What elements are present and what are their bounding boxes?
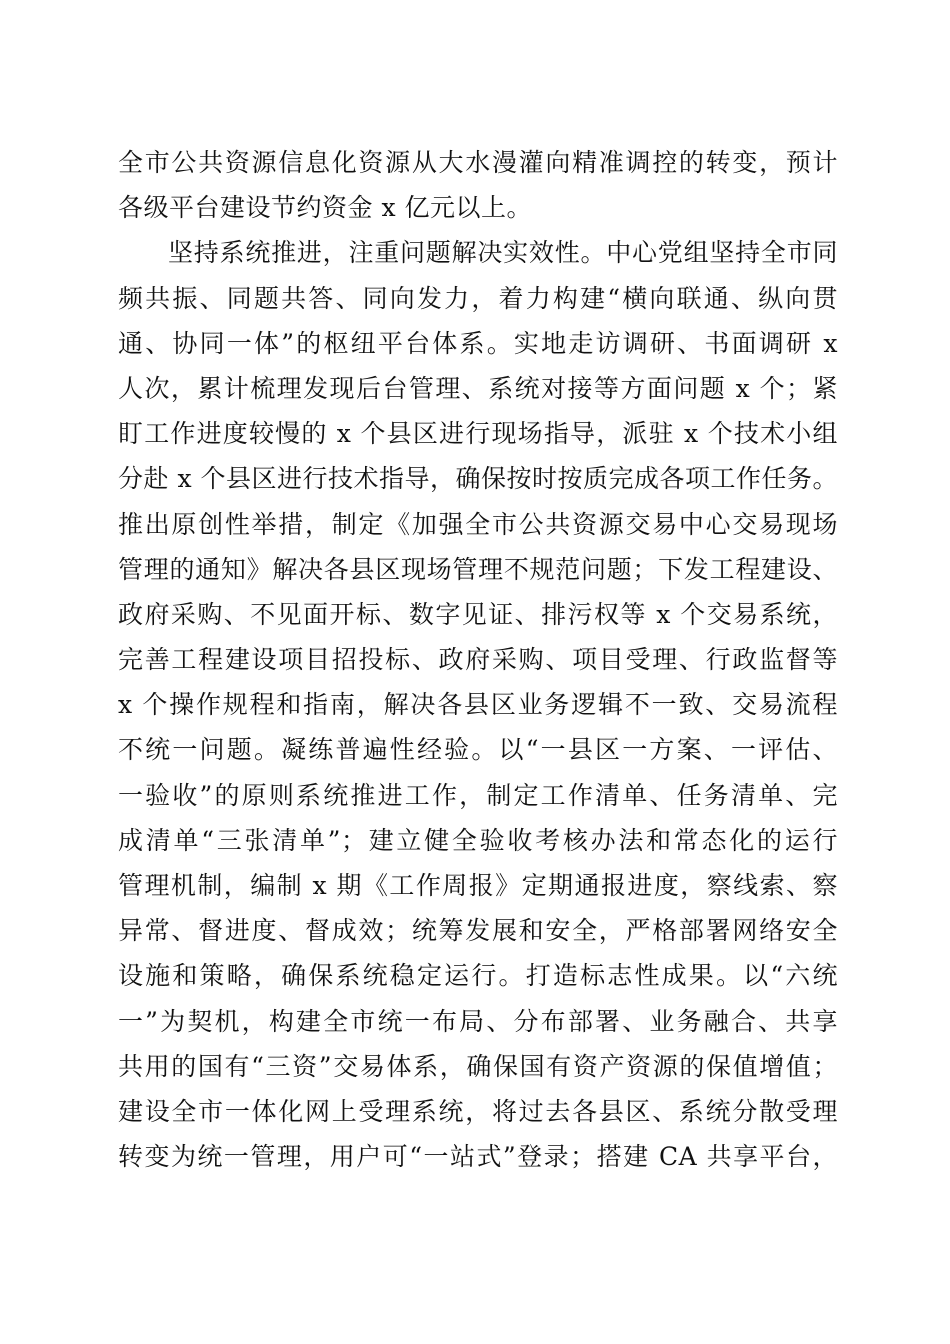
text-line: 管理的通知》解决各县区现场管理不规范问题；下发工程建设、 bbox=[118, 554, 838, 584]
text-line: 建设全市一体化网上受理系统，将过去各县区、系统分散受理 bbox=[118, 1096, 838, 1126]
text-line: 通、协同一体”的枢纽平台体系。实地走访调研、书面调研 x bbox=[118, 328, 838, 358]
text-line: 完善工程建设项目招投标、政府采购、项目受理、行政监督等 bbox=[118, 645, 838, 675]
text-line: 分赴 x 个县区进行技术指导，确保按时按质完成各项工作任务。 bbox=[118, 464, 838, 494]
text-line: 盯工作进度较慢的 x 个县区进行现场指导，派驻 x 个技术小组 bbox=[118, 419, 838, 449]
text-line: 各级平台建设节约资金 x 亿元以上。 bbox=[118, 193, 532, 223]
text-line: 不统一问题。凝练普遍性经验。以“一县区一方案、一评估、 bbox=[118, 735, 838, 765]
text-line: 一验收”的原则系统推进工作，制定工作清单、任务清单、完 bbox=[118, 780, 838, 810]
body-text bbox=[118, 140, 838, 1179]
paragraph-first-line: 坚持系统推进，注重问题解决实效性。中心党组坚持全市同 bbox=[168, 238, 838, 268]
text-line: x 个操作规程和指南，解决各县区业务逻辑不一致、交易流程 bbox=[118, 690, 838, 720]
text-line: 异常、督进度、督成效；统筹发展和安全，严格部署网络安全 bbox=[118, 916, 838, 946]
text-line: 共用的国有“三资”交易体系，确保国有资产资源的保值增值； bbox=[118, 1051, 838, 1081]
text-line: 全市公共资源信息化资源从大水漫灌向精准调控的转变，预计 bbox=[118, 148, 838, 177]
text-line: 推出原创性举措，制定《加强全市公共资源交易中心交易现场 bbox=[118, 509, 838, 539]
text-line: 设施和策略，确保系统稳定运行。打造标志性成果。以“六统 bbox=[118, 961, 838, 991]
text-line: 政府采购、不见面开标、数字见证、排污权等 x 个交易系统， bbox=[118, 599, 838, 629]
text-line: 管理机制，编制 x 期《工作周报》定期通报进度，察线索、察 bbox=[118, 871, 838, 900]
text-line: 成清单“三张清单”；建立健全验收考核办法和常态化的运行 bbox=[118, 825, 838, 855]
text-line: 频共振、同题共答、同向发力，着力构建“横向联通、纵向贯 bbox=[118, 283, 838, 313]
text-line: 一”为契机，构建全市统一布局、分布部署、业务融合、共享 bbox=[118, 1006, 838, 1036]
text-line: 人次，累计梳理发现后台管理、系统对接等方面问题 x 个；紧 bbox=[118, 373, 838, 403]
text-line: 转变为统一管理，用户可“一站式”登录；搭建 CA 共享平台， bbox=[118, 1142, 838, 1172]
